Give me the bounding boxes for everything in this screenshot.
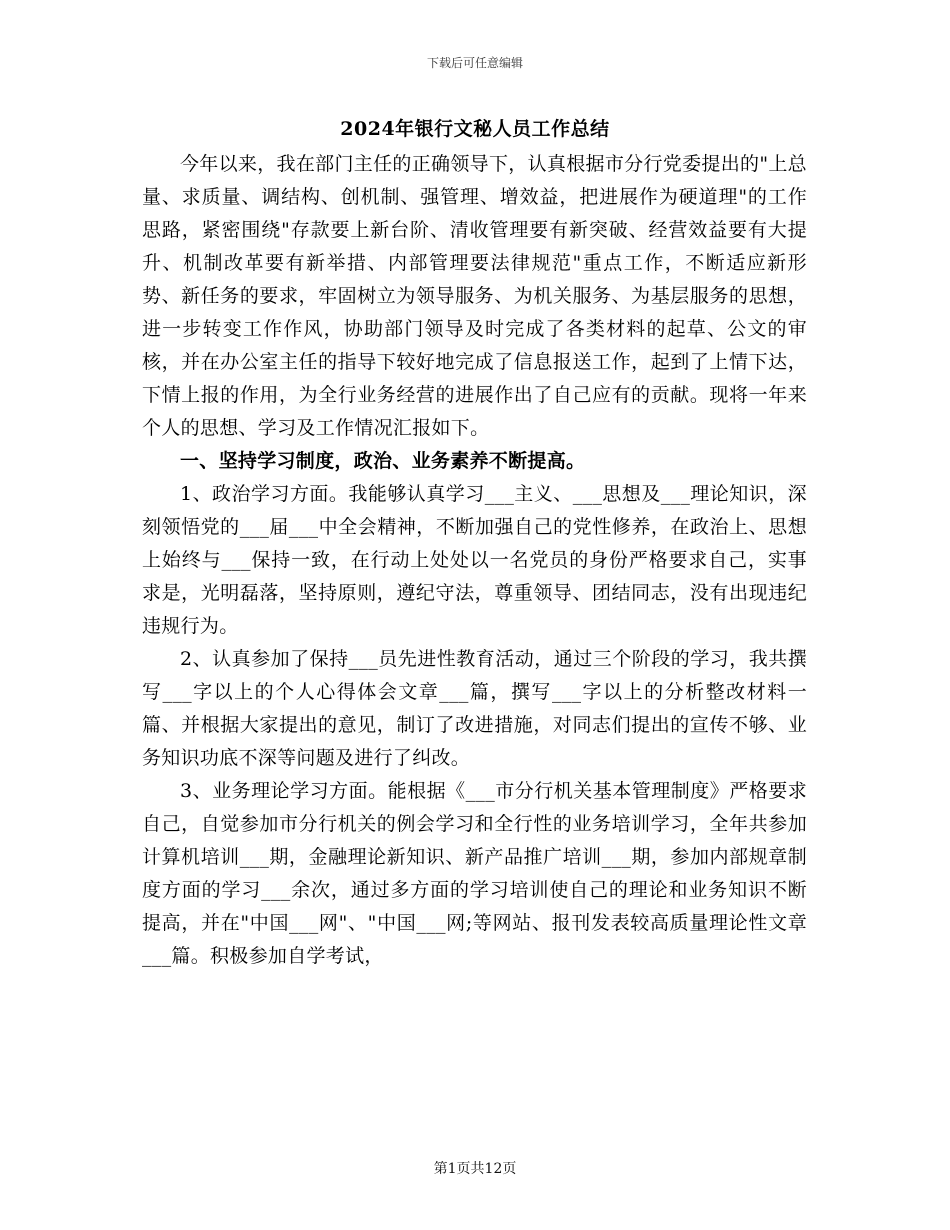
page-number: 第1页共12页 <box>433 1161 517 1177</box>
document-body <box>142 148 807 973</box>
document-title: 2024年银行文秘人员工作总结 <box>340 118 610 140</box>
header-note: 下载后可任意编辑 <box>426 56 523 70</box>
paragraph-business-study: 3、业务理论学习方面。能根据《___市分行机关基本管理制度》严格要求自己，自觉参加市分行机关的例会学习和全行性的业务培训学习，全年共参加计算机培训___期，金融理论新知识、新产品推广培训___期，参加内部规章制度方面的学习___余次，通过多方面的学习培训使自己的理论和业务知识不断提高，并在"中国___网"、"中国___网;等网站、报刊发表较高质量理论性文章___篇。积极参加自学考试， <box>142 780 807 967</box>
paragraph-education-activity: 2、认真参加了保持___员先进性教育活动，通过三个阶段的学习，我共撰写___字以上的个人心得体会文章___篇，撰写___字以上的分析整改材料一篇、并根据大家提出的意见，制订了改进措施，对同志们提出的宣传不够、业务知识功底不深等问题及进行了纠改。 <box>142 648 807 769</box>
section-heading: 一、坚持学习制度，政治、业务素养不断提高。 <box>180 450 586 472</box>
paragraph-political-study: 1、政治学习方面。我能够认真学习___主义、___思想及___理论知识，深刻领悟党的___届___中全会精神，不断加强自己的党性修养，在政治上、思想上始终与___保持一致，在行动上处处以一名党员的身份严格要求自己，实事求是，光明磊落，坚持原则，遵纪守法，尊重领导、团结同志，没有出现违纪违规行为。 <box>142 483 807 637</box>
intro-paragraph: 今年以来，我在部门主任的正确领导下，认真根据市分行党委提出的"上总量、求质量、调结构、创机制、强管理、增效益，把进展作为硬道理"的工作思路，紧密围绕"存款要上新台阶、清收管理要有新突破、经营效益要有大提升、机制改革要有新举措、内部管理要法律规范"重点工作，不断适应新形势、新任务的要求，牢固树立为领导服务、为机关服务、为基层服务的思想，进一步转变工作作风，协助部门领导及时完成了各类材料的起草、公文的审核，并在办公室主任的指导下较好地完成了信息报送工作，起到了上情下达，下情上报的作用，为全行业务经营的进展作出了自己应有的贡献。现将一年来个人的思想、学习及工作情况汇报如下。 <box>142 153 807 439</box>
